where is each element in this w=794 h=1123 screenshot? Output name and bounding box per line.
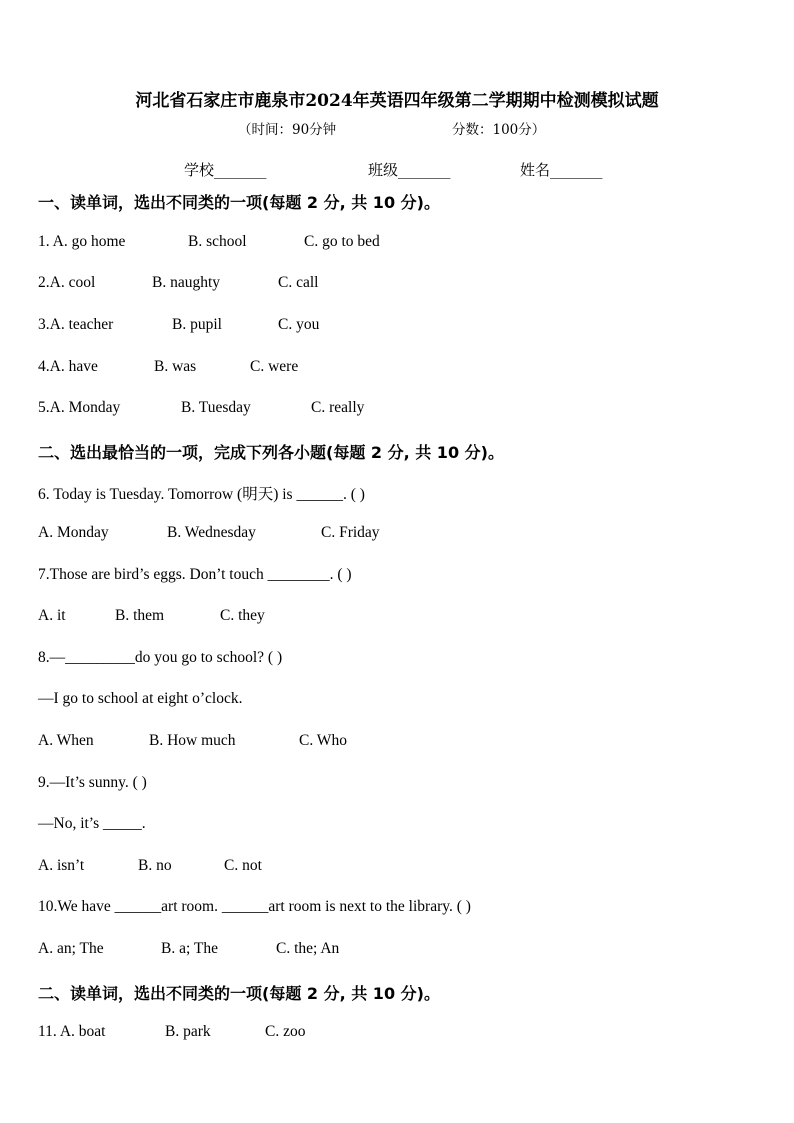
question-11 [38, 1023, 306, 1041]
question-10: 10.We have ______art room. ______art room is next to the library. ( ) [38, 898, 471, 915]
question-6: 6. Today is Tuesday. Tomorrow (明天) is ______. ( ) [38, 486, 365, 503]
question-8-answer: —I go to school at eight o’clock. [38, 690, 243, 707]
question-4-option-b: B. was [154, 358, 197, 375]
exam-time: （时间：90分钟 [238, 122, 337, 138]
question-5-option-c: C. really [311, 399, 365, 416]
question-7: 7.Those are bird’s eggs. Don’t touch ________. ( ) [38, 566, 352, 583]
question-11-option-b: B. park [165, 1023, 211, 1040]
question-5-option-b: B. Tuesday [181, 399, 251, 416]
question-4-option-c: C. were [250, 358, 299, 375]
question-1-option-b: B. school [188, 233, 247, 250]
name-field: 姓名_______ [520, 161, 603, 179]
class-field: 班级_______ [368, 161, 451, 179]
question-1-option-a: 1. A. go home [38, 233, 126, 250]
question-11-option-a: 11. A. boat [38, 1023, 106, 1040]
question-5-option-a: 5.A. Monday [38, 399, 121, 416]
question-2-option-b: B. naughty [152, 274, 221, 291]
question-2 [38, 274, 319, 292]
question-4-option-a: 4.A. have [38, 358, 98, 375]
section-1-heading: 一、读单词，选出不同类的一项(每题 2 分, 共 10 分)。 [38, 193, 440, 212]
question-8-option-b: B. How much [149, 732, 236, 749]
question-10-option-c: C. the; An [276, 940, 340, 957]
question-5 [38, 399, 365, 417]
question-7-option-c: C. they [220, 607, 265, 624]
question-8-option-c: C. Who [299, 732, 347, 749]
question-6-option-c: C. Friday [321, 524, 380, 541]
question-8: 8.—_________do you go to school? ( ) [38, 649, 283, 666]
question-6-option-a: A. Monday [38, 524, 109, 541]
question-8-options [38, 732, 347, 750]
question-7-option-b: B. them [115, 607, 165, 624]
question-2-option-a: 2.A. cool [38, 274, 96, 291]
section-3-heading: 二、读单词，选出不同类的一项(每题 2 分, 共 10 分)。 [38, 984, 440, 1003]
school-field: 学校_______ [184, 161, 267, 179]
question-6-options [38, 524, 380, 542]
question-9: 9.—It’s sunny. ( ) [38, 774, 147, 791]
exam-score: 分数：100分） [452, 122, 546, 138]
question-3-option-a: 3.A. teacher [38, 316, 114, 333]
question-6-option-b: B. Wednesday [167, 524, 256, 541]
page-title: 河北省石家庄市鹿泉市2024年英语四年级第二学期期中检测模拟试题 [135, 91, 659, 111]
section-2-heading: 二、选出最恰当的一项，完成下列各小题(每题 2 分, 共 10 分)。 [38, 443, 504, 462]
question-3-option-b: B. pupil [172, 316, 222, 333]
question-11-option-c: C. zoo [265, 1023, 306, 1040]
question-10-option-b: B. a; The [161, 940, 218, 957]
question-3-option-c: C. you [278, 316, 320, 333]
question-3 [38, 316, 320, 334]
question-1-option-c: C. go to bed [304, 233, 380, 250]
question-10-option-a: A. an; The [38, 940, 104, 957]
question-7-options [38, 607, 265, 625]
question-10-options [38, 940, 340, 958]
question-8-option-a: A. When [38, 732, 94, 749]
question-7-option-a: A. it [38, 607, 66, 624]
question-4 [38, 358, 299, 376]
question-1 [38, 233, 380, 251]
question-9-answer: —No, it’s _____. [38, 815, 146, 832]
question-9-option-c: C. not [224, 857, 262, 874]
question-9-options [38, 857, 262, 875]
question-9-option-b: B. no [138, 857, 172, 874]
question-9-option-a: A. isn’t [38, 857, 85, 874]
question-2-option-c: C. call [278, 274, 319, 291]
